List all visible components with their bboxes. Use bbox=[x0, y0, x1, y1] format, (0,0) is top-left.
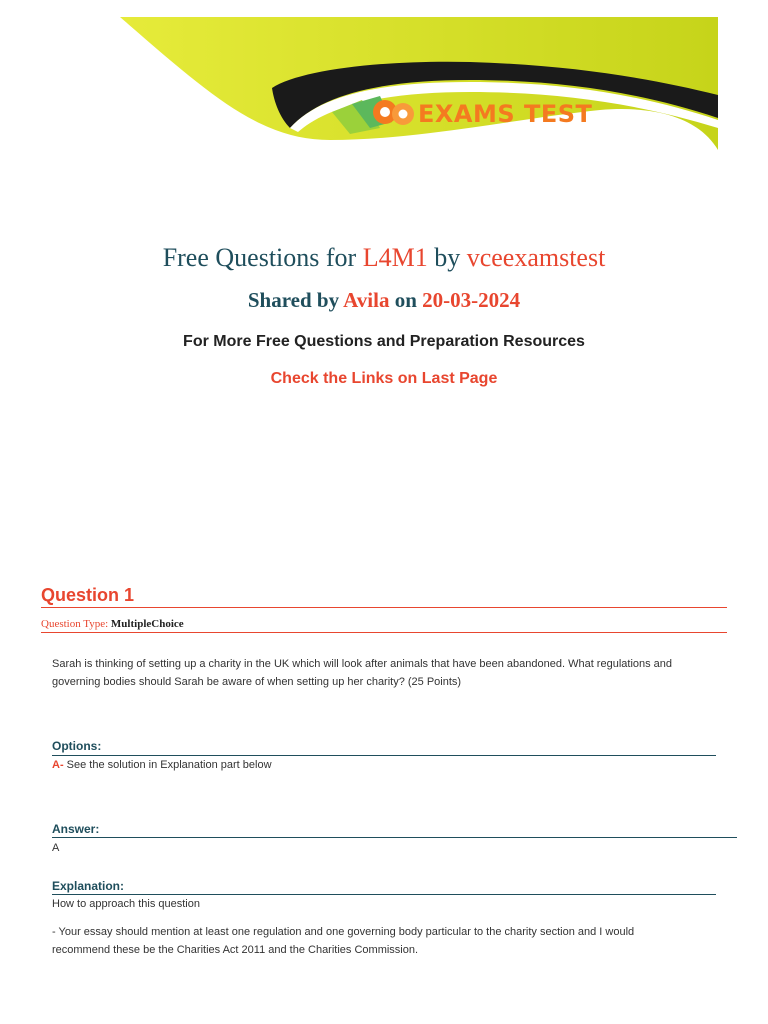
option-item bbox=[52, 756, 692, 774]
answer-label: Answer: bbox=[52, 822, 100, 836]
shared-on: on bbox=[394, 288, 417, 312]
question-type-value: MultipleChoice bbox=[110, 618, 184, 630]
page-title bbox=[0, 243, 768, 273]
explanation-label: Explanation: bbox=[52, 879, 125, 893]
question-type bbox=[41, 618, 184, 630]
site-name: vceexamstest bbox=[466, 243, 606, 272]
exam-code: L4M1 bbox=[362, 243, 428, 272]
answer-divider bbox=[52, 837, 737, 838]
option-letter: A- bbox=[52, 759, 64, 771]
links-note: Check the Links on Last Page bbox=[270, 370, 498, 387]
question-heading: Question 1 bbox=[41, 585, 135, 605]
shared-prefix: Shared by bbox=[247, 288, 340, 312]
share-date: 20-03-2024 bbox=[422, 288, 521, 312]
author-name: Avila bbox=[343, 288, 390, 312]
more-resources-text: For More Free Questions and Preparation Resources bbox=[183, 333, 585, 350]
header-banner bbox=[0, 0, 768, 170]
option-text: See the solution in Explanation part below bbox=[66, 759, 272, 771]
question-text: Sarah is thinking of setting up a charity in the UK which will look after animals that have been abandoned. What regulations and governing bodies should Sarah be aware of when setting up her charity? (25 Points) bbox=[52, 658, 673, 688]
question-type-divider bbox=[41, 632, 727, 633]
title-prefix: Free Questions for bbox=[162, 243, 357, 272]
explanation-text: - Your essay should mention at least one regulation and one governing body particular to the charity section and I would recommend these be the Charities Act 2011 and the Charities Commission. bbox=[52, 926, 635, 956]
logo-text: EXAMS TEST bbox=[418, 100, 593, 128]
title-by: by bbox=[434, 243, 461, 272]
shared-line bbox=[0, 288, 768, 313]
options-label: Options: bbox=[52, 739, 102, 753]
question-heading-divider bbox=[41, 607, 727, 608]
answer-value: A bbox=[52, 842, 60, 854]
question-type-label: Question Type: bbox=[41, 618, 109, 630]
explanation-intro: How to approach this question bbox=[52, 898, 200, 910]
